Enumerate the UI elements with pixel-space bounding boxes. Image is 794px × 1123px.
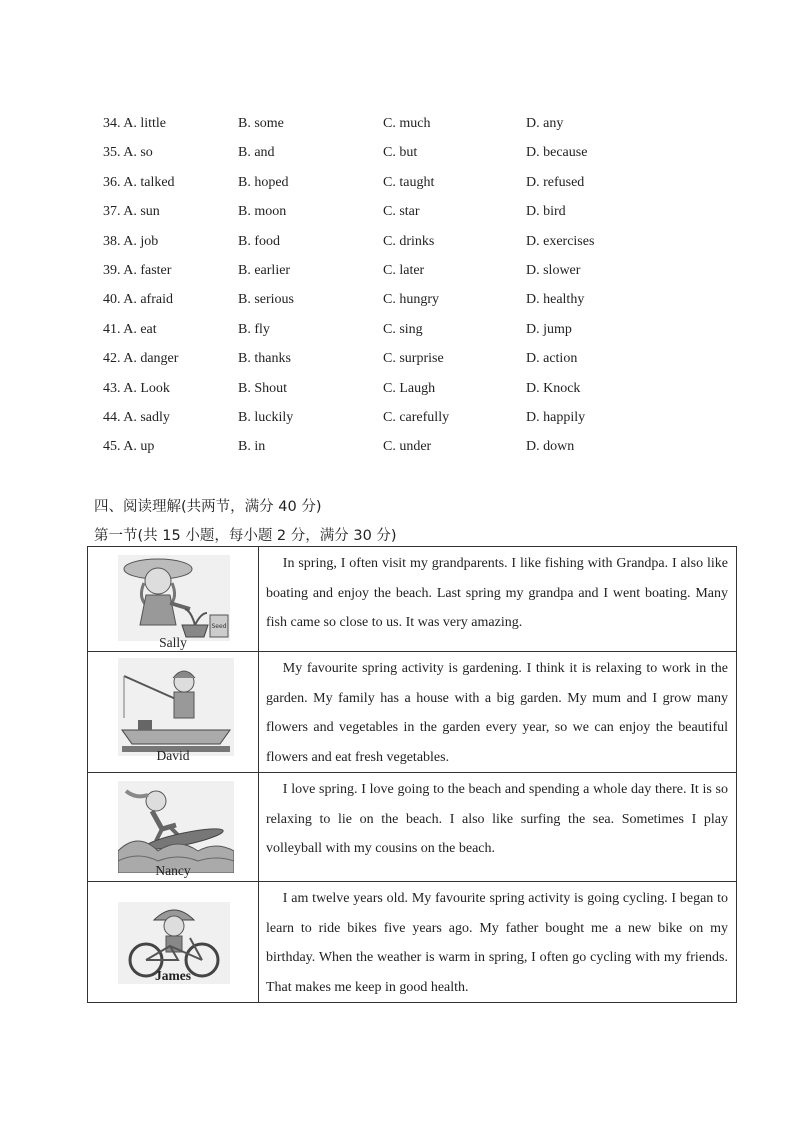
passage-text: I love spring. I love going to the beach and spending a whole day there. It is so relaxing to lie on the beach. I also like surfing the sea. Sometimes I play volleyball with my cousins on the beach. [266, 782, 728, 856]
option-b: B. luckily [238, 409, 294, 425]
option-c: C. drinks [383, 233, 435, 249]
option-c: C. taught [383, 174, 435, 190]
option-c: C. later [383, 262, 425, 278]
option-c: C. surprise [383, 351, 444, 367]
option-d: D. down [526, 439, 575, 455]
option-c: C. under [383, 439, 432, 455]
passage-cell [259, 547, 737, 652]
option-d: D. jump [526, 321, 572, 337]
section-subtitle: 第一节(共 15 小题，每小题 2 分，满分 30 分) [94, 528, 397, 544]
option-row-43 [103, 377, 663, 406]
option-d: D. any [526, 116, 564, 131]
option-a: 38. A. job [103, 233, 159, 249]
picture-cell [88, 652, 259, 773]
option-row-37 [103, 200, 663, 229]
student-name: Sally [159, 635, 187, 650]
option-row-34 [103, 112, 663, 141]
passage-cell [259, 652, 737, 773]
option-row-41 [103, 318, 663, 347]
option-a: 44. A. sadly [103, 409, 170, 425]
reading-row-nancy [88, 773, 737, 882]
option-d: D. exercises [526, 233, 595, 249]
option-a: 35. A. so [103, 145, 153, 161]
option-a: 39. A. faster [103, 262, 172, 278]
option-a: 37. A. sun [103, 204, 160, 220]
passage-cell [259, 882, 737, 1003]
reading-row-james [88, 882, 737, 1003]
option-a: 42. A. danger [103, 351, 179, 367]
option-d: D. happily [526, 409, 586, 425]
option-c: C. hungry [383, 292, 439, 308]
option-c: C. carefully [383, 409, 450, 425]
option-d: D. action [526, 351, 578, 367]
reading-row-david [88, 652, 737, 773]
option-row-38 [103, 230, 663, 259]
section-title: 四、阅读理解(共两节，满分 40 分) [94, 499, 322, 515]
option-b: B. in [238, 439, 266, 455]
option-b: B. hoped [238, 174, 289, 190]
option-c: C. but [383, 145, 418, 161]
seed-bag-label: Seed [211, 623, 227, 630]
option-a: 34. A. little [103, 116, 167, 131]
option-a: 43. A. Look [103, 380, 170, 396]
picture-cell [88, 882, 259, 1003]
option-d: D. Knock [526, 380, 581, 396]
option-a: 36. A. talked [103, 174, 175, 190]
option-row-35 [103, 141, 663, 170]
option-b: B. some [238, 116, 284, 131]
surfing-girl-illustration [118, 781, 234, 873]
option-d: D. bird [526, 204, 566, 220]
option-row-42 [103, 347, 663, 376]
option-c: C. star [383, 204, 420, 220]
option-b: B. earlier [238, 262, 291, 278]
passage-text: I am twelve years old. My favourite spring activity is going cycling. I began to learn to ride bikes five years ago. My father bought me a new bike on my birthday. When the weather is warm in spring, I often go cycling with my friends. That makes me keep in good health. [266, 891, 728, 995]
option-row-36 [103, 171, 663, 200]
options-list [103, 112, 663, 465]
option-row-40 [103, 288, 663, 317]
picture-cell [88, 773, 259, 882]
option-a: 41. A. eat [103, 321, 157, 337]
option-row-39 [103, 259, 663, 288]
option-d: D. refused [526, 174, 585, 190]
option-c: C. Laugh [383, 380, 436, 396]
option-b: B. Shout [238, 380, 288, 396]
reading-table [87, 546, 737, 1003]
passage-cell [259, 773, 737, 882]
option-b: B. food [238, 233, 280, 249]
option-b: B. and [238, 145, 275, 161]
student-name: Nancy [155, 863, 191, 878]
option-b: B. thanks [238, 351, 291, 367]
student-name: James [155, 968, 191, 983]
reading-row-sally [88, 547, 737, 652]
option-b: B. serious [238, 292, 294, 308]
option-c: C. much [383, 116, 431, 131]
gardening-girl-illustration [118, 555, 230, 641]
option-a: 45. A. up [103, 439, 155, 455]
passage-text: In spring, I often visit my grandparents. I like fishing with Grandpa. I also like boating and enjoy the beach. Last spring my grandpa and I went boating. Many fish came so close to us. It was very amazing. [266, 556, 728, 630]
option-b: B. fly [238, 321, 270, 337]
student-name: David [156, 748, 190, 763]
picture-cell [88, 547, 259, 652]
passage-text: My favourite spring activity is gardening. I think it is relaxing to work in the garden. My family has a house with a big garden. My mum and I grow many flowers and vegetables in the garden every year, so we can enjoy the beautiful flowers and eat fresh vegetables. [266, 661, 728, 765]
fishing-boy-illustration [118, 658, 234, 756]
option-row-44 [103, 406, 663, 435]
option-a: 40. A. afraid [103, 292, 173, 308]
option-d: D. healthy [526, 292, 585, 308]
option-d: D. slower [526, 262, 581, 278]
option-row-45 [103, 435, 663, 464]
option-c: C. sing [383, 321, 423, 337]
option-d: D. because [526, 145, 588, 161]
option-b: B. moon [238, 204, 287, 220]
